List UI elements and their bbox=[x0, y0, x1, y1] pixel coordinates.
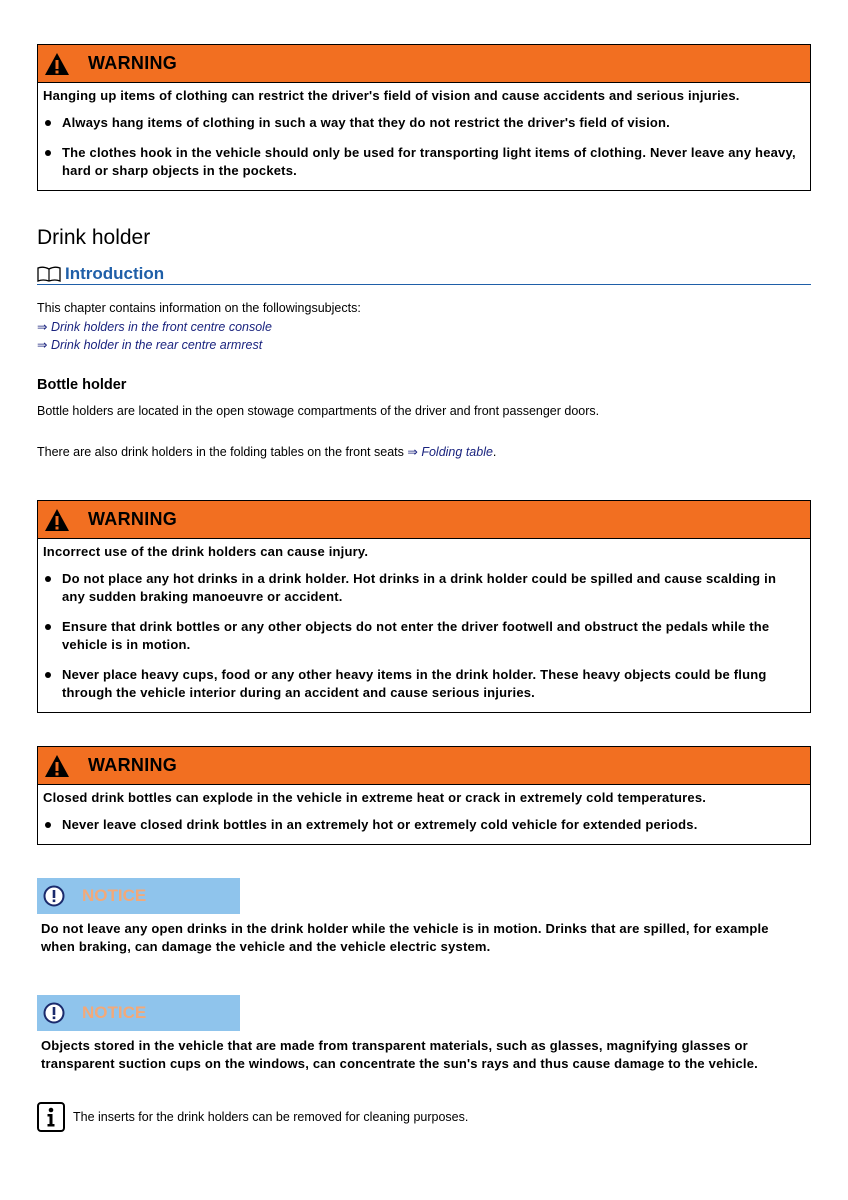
info-note bbox=[37, 1102, 468, 1132]
warning-box-clothing bbox=[37, 44, 811, 191]
warning-item bbox=[43, 816, 802, 834]
bullet-icon bbox=[45, 576, 51, 582]
link-rear-armrest[interactable] bbox=[37, 337, 262, 352]
bullet-icon bbox=[45, 672, 51, 678]
warning-header bbox=[38, 747, 810, 785]
warning-body bbox=[38, 83, 810, 190]
intro-text: This chapter contains information on the followingsubjects: bbox=[37, 301, 361, 315]
warning-triangle-icon bbox=[44, 52, 70, 76]
bottle-holder-heading: Bottle holder bbox=[37, 377, 127, 393]
notice-header bbox=[37, 878, 240, 914]
warning-header bbox=[38, 501, 810, 539]
warning-item-text: Ensure that drink bottles or any other objects do not enter the driver footwell and obstruct the pedals while the vehicle is in motion. bbox=[62, 619, 770, 652]
notice-title: NOTICE bbox=[82, 886, 147, 905]
bullet-icon bbox=[45, 624, 51, 630]
bullet-icon bbox=[45, 120, 51, 126]
warning-list bbox=[43, 114, 802, 180]
link-arrow: ⇒ bbox=[37, 320, 48, 334]
warning-triangle-icon bbox=[44, 508, 70, 532]
bottle-holder-text: Bottle holders are located in the open stowage compartments of the driver and front passenger doors. bbox=[37, 404, 600, 418]
folding-table-link[interactable]: Folding table bbox=[421, 445, 493, 459]
notice-title: NOTICE bbox=[82, 1003, 147, 1022]
notice-header bbox=[37, 995, 240, 1031]
warning-item-text: Do not place any hot drinks in a drink holder. Hot drinks in a drink holder could be spilled and cause scalding in any sudden braking manoeuvre or accident. bbox=[62, 571, 777, 604]
warning-box-closed-bottles bbox=[37, 746, 811, 845]
warning-lead: Incorrect use of the drink holders can cause injury. bbox=[43, 544, 369, 559]
warning-title: WARNING bbox=[88, 53, 178, 73]
folding-table-text-post: . bbox=[492, 445, 497, 459]
notice-exclamation-icon bbox=[43, 885, 65, 907]
warning-body bbox=[38, 539, 810, 712]
folding-table-text bbox=[37, 444, 496, 459]
info-text: The inserts for the drink holders can be removed for cleaning purposes. bbox=[73, 1110, 469, 1124]
notice-text: Objects stored in the vehicle that are made from transparent materials, such as glasses, magnifying glasses or transparent suction cups on the windows, can concentrate the sun's rays and thus cause damage to the vehicle. bbox=[41, 1038, 758, 1071]
warning-lead: Closed drink bottles can explode in the vehicle in extreme heat or crack in extremely cold temperatures. bbox=[43, 790, 707, 805]
link-text[interactable]: Drink holder in the rear centre armrest bbox=[50, 338, 263, 352]
warning-item bbox=[43, 570, 802, 606]
link-arrow: ⇒ bbox=[407, 445, 418, 459]
bullet-icon bbox=[45, 822, 51, 828]
folding-table-text-pre: There are also drink holders in the folding tables on the front seats bbox=[37, 445, 404, 459]
warning-item-text: Always hang items of clothing in such a way that they do not restrict the driver's field of vision. bbox=[62, 115, 670, 130]
info-icon bbox=[37, 1102, 65, 1132]
warning-list bbox=[43, 816, 802, 834]
warning-box-drink-holders bbox=[37, 500, 811, 713]
notice-exclamation-icon bbox=[43, 1002, 65, 1024]
link-arrow: ⇒ bbox=[37, 338, 48, 352]
warning-item bbox=[43, 114, 802, 132]
warning-triangle-icon bbox=[44, 754, 70, 778]
book-icon bbox=[37, 266, 61, 282]
link-text[interactable]: Drink holders in the front centre console bbox=[50, 320, 272, 334]
bullet-icon bbox=[45, 150, 51, 156]
notice-text: Do not leave any open drinks in the drink holder while the vehicle is in motion. Drinks that are spilled, for example when braking, can damage the vehicle and the vehicle electric system. bbox=[41, 921, 769, 954]
warning-body bbox=[38, 785, 810, 844]
warning-header bbox=[38, 45, 810, 83]
warning-lead: Hanging up items of clothing can restrict the driver's field of vision and cause accidents and serious injuries. bbox=[43, 88, 740, 103]
warning-list bbox=[43, 570, 802, 702]
introduction-heading bbox=[37, 263, 811, 285]
page-title: Drink holder bbox=[37, 226, 151, 249]
link-front-console[interactable] bbox=[37, 319, 272, 334]
warning-item bbox=[43, 666, 802, 702]
warning-item-text: Never place heavy cups, food or any other heavy items in the drink holder. These heavy objects could be flung through the vehicle interior during an accident and cause serious injuries. bbox=[62, 667, 767, 700]
warning-item bbox=[43, 618, 802, 654]
warning-item-text: The clothes hook in the vehicle should only be used for transporting light items of clothing. Never leave any heavy, hard or sharp objects in the pockets. bbox=[62, 145, 796, 178]
warning-title: WARNING bbox=[88, 755, 178, 775]
warning-item bbox=[43, 144, 802, 180]
warning-title: WARNING bbox=[88, 509, 178, 529]
introduction-title: Introduction bbox=[65, 263, 165, 283]
warning-item-text: Never leave closed drink bottles in an extremely hot or extremely cold vehicle for extended periods. bbox=[62, 817, 698, 832]
